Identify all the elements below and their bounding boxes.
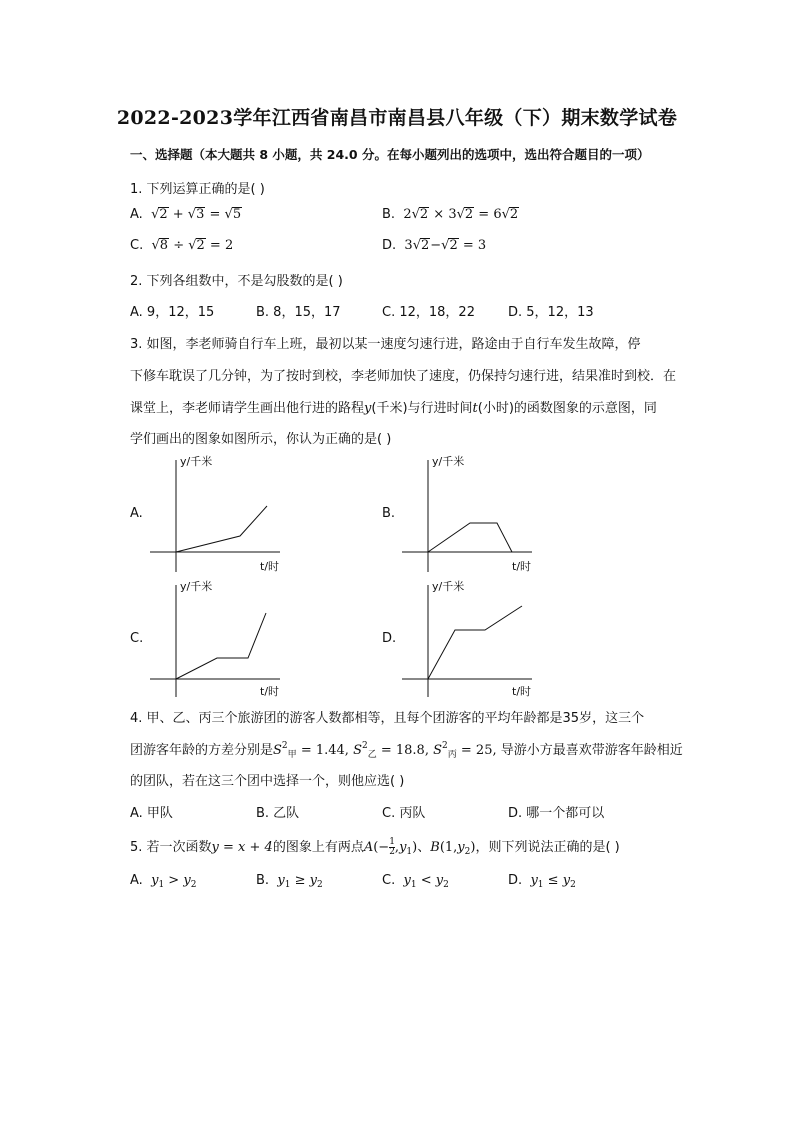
q1-option-a-label: A. — [130, 207, 143, 222]
q4-variance-yi: $S^2_乙 = 18.8$, — [353, 741, 429, 760]
section-heading: 一、选择题（本大题共 8 小题，共 24.0 分。在每小题列出的选项中，选出符合题目的一项） — [130, 147, 650, 162]
graph-line — [428, 606, 522, 679]
q4-variance-jia: $S^2_甲 = 1.44$, — [273, 741, 349, 760]
q5-option-a-expr: $y_1 > y_2$ — [151, 873, 197, 890]
q5-option-c[interactable] — [382, 873, 449, 890]
q5-function: y = x + 4 — [211, 840, 273, 855]
q3-var-y: y — [364, 401, 372, 416]
t-axis-label: t/时 — [512, 560, 532, 573]
question-1-stem: 1. 下列运算正确的是( ) — [130, 182, 265, 197]
q3-graph-d-label[interactable]: D. — [382, 631, 397, 646]
q3-graph-d[interactable] — [402, 575, 542, 700]
question-4-line-2 — [130, 739, 683, 760]
q4-option-a[interactable]: A. 甲队 — [130, 806, 173, 821]
q4-variance-bing: $S^2_丙 = 25$, — [433, 741, 497, 760]
q5-option-d[interactable] — [508, 873, 576, 890]
q4-option-c[interactable]: C. 丙队 — [382, 806, 426, 821]
q1-option-d[interactable] — [382, 238, 486, 253]
q5-option-b-expr: $y_1 \ge y_2$ — [277, 873, 323, 890]
q3-graph-b-label[interactable]: B. — [382, 506, 396, 521]
q5-pre: 5. 若一次函数 — [130, 840, 212, 855]
q2-option-c[interactable]: C. 12，18，22 — [382, 305, 475, 320]
q2-option-d[interactable]: D. 5，12，13 — [508, 305, 594, 320]
question-5-stem: 5. 若一次函数y = x + 4的图象上有两点A(− $\frac{1}{2}$ $,y_1$)、$B(1,y_2)$，则下列说法正确的是( ) — [130, 837, 620, 857]
q4-variance-jia-value: = 1.44, — [300, 743, 349, 758]
y-axis-label: y/千米 — [432, 580, 465, 593]
question-3-line-3 — [130, 397, 657, 416]
q2-option-a[interactable]: A. 9，12，15 — [130, 305, 215, 320]
y-axis-label: y/千米 — [432, 455, 465, 468]
q5-post: ，则下列说法正确的是( ) — [475, 840, 620, 855]
question-4-line-1: 4. 甲、乙、丙三个旅游团的游客人数都相等，且每个团游客的平均年龄都是35岁，这三个 — [130, 711, 645, 726]
question-3-line-4: 学们画出的图象如图所示，你认为正确的是( ) — [130, 432, 392, 447]
q1-option-d-expr: 3√2−√2 = 3 — [400, 238, 487, 253]
q3-graph-a[interactable] — [150, 450, 290, 575]
question-3-line-2: 下修车耽误了几分钟，为了按时到校，李老师加快了速度，仍保持匀速行进，结果准时到校．在 — [130, 369, 677, 384]
page-title: 2022-2023学年江西省南昌市南昌县八年级（下）期末数学试卷 — [116, 107, 678, 129]
q1-option-a[interactable] — [130, 207, 242, 222]
q3-graph-c[interactable] — [150, 575, 290, 700]
q3-line3-part3: (小时)的函数图象的示意图，同 — [477, 401, 657, 416]
q5-option-c-label: C. — [382, 873, 396, 888]
q1-option-c[interactable] — [130, 238, 233, 253]
q1-option-a-expr: √2 + √3 = √5 — [146, 207, 242, 222]
graph-line — [428, 523, 512, 552]
q4-option-d[interactable]: D. 哪一个都可以 — [508, 806, 605, 821]
q4-variance-bing-value: = 25, — [460, 743, 497, 758]
t-axis-label: t/时 — [512, 685, 532, 698]
q3-graph-c-label[interactable]: C. — [130, 631, 144, 646]
q2-option-b[interactable]: B. 8，15，17 — [256, 305, 341, 320]
q1-option-d-label: D. — [382, 238, 397, 253]
graph-line — [176, 506, 267, 552]
q5-option-a-label: A. — [130, 873, 143, 888]
question-3-line-1: 3. 如图，李老师骑自行车上班，最初以某一速度匀速行进，路途由于自行车发生故障，停 — [130, 337, 641, 352]
q4-option-b[interactable]: B. 乙队 — [256, 806, 300, 821]
q5-option-d-label: D. — [508, 873, 523, 888]
q3-graph-b[interactable] — [402, 450, 542, 575]
q5-point-b: $B(1,y_2)$ — [430, 840, 476, 857]
q4-variance-yi-value: = 18.8, — [380, 743, 429, 758]
q5-option-c-expr: $y_1 < y_2$ — [403, 873, 449, 890]
question-2-stem: 2. 下列各组数中，不是勾股数的是( ) — [130, 274, 343, 289]
q5-option-b-label: B. — [256, 873, 270, 888]
q5-point-a: A(− $\frac{1}{2}$ $,y_1$) — [363, 837, 418, 857]
question-4-line-3: 的团队，若在这三个团中选择一个，则他应选( ) — [130, 774, 405, 789]
q1-option-b[interactable] — [382, 207, 519, 222]
y-axis-label: y/千米 — [180, 580, 213, 593]
q5-option-b[interactable] — [256, 873, 323, 890]
q4-line2-pre: 团游客年龄的方差分别是 — [130, 743, 274, 758]
q3-graph-a-label[interactable]: A. — [130, 506, 143, 521]
t-axis-label: t/时 — [260, 560, 280, 573]
q1-option-b-expr: 2√2 × 3√2 = 6√2 — [399, 207, 519, 222]
graph-line — [176, 613, 266, 679]
q3-var-t: t — [472, 401, 478, 416]
y-axis-label: y/千米 — [180, 455, 213, 468]
q4-line2-post: 导游小方最喜欢带游客年龄相近 — [500, 743, 683, 758]
q3-line3-part1: 课堂上，李老师请学生画出他行进的路程 — [130, 401, 365, 416]
t-axis-label: t/时 — [260, 685, 280, 698]
q5-option-a[interactable] — [130, 873, 196, 890]
q1-option-c-label: C. — [130, 238, 144, 253]
q3-line3-part2: (千米)与行进时间 — [371, 401, 473, 416]
q1-option-c-expr: √8 ÷ √2 = 2 — [147, 238, 234, 253]
q5-option-d-expr: $y_1 \le y_2$ — [530, 873, 576, 890]
q5-mid: 的图象上有两点 — [272, 840, 364, 855]
q1-option-b-label: B. — [382, 207, 396, 222]
